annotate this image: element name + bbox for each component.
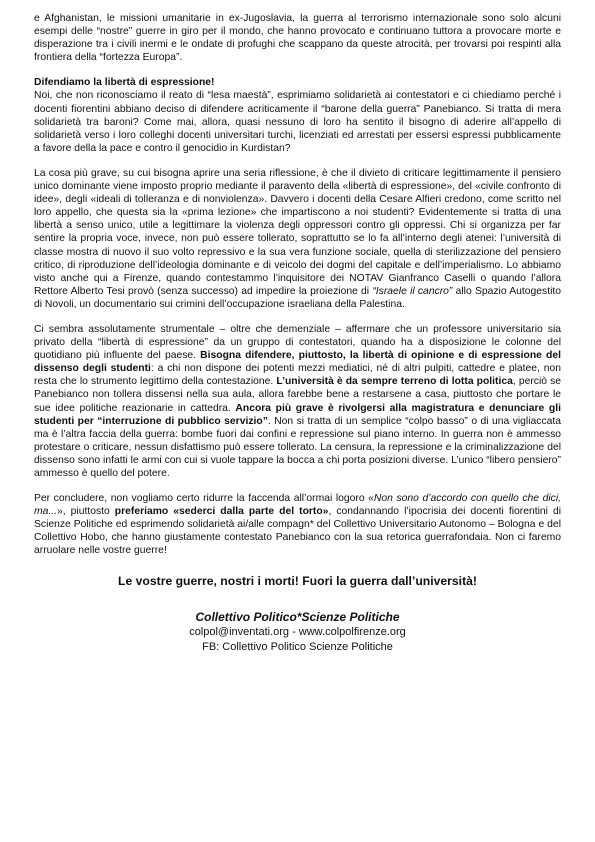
contact-line: colpol@inventati.org - www.colpolfirenze.org <box>189 625 406 638</box>
bold-statement: L’università è da sempre terreno di lotta politica <box>276 376 513 388</box>
text-run: Ci sembra assolutamente strumentale – oltre che demenziale – affermare che un professore universitario sia privato della “libertà di espressione” da un gruppo di contestatori, quando ha a disposizione le colonne del quotidiano più influente del paese. <box>34 323 561 362</box>
facebook-line: FB: Collettivo Politico Scienze Politiche <box>202 640 393 653</box>
text-run: . Non si tratta di un semplice “colpo basso” o di una vigliaccata ma è l’altra faccia della guerra: bombe fuori dai confini e repressione sul piano interno. In guerra non è ammesso protestare o criticare, nessun disfattismo può essere tollerato. La censura, la repressione e la criminalizzazione del dissenso sono infatti le armi con cui si vuole tappare la bocca a chi porta posizioni diverse. L’unico “libero pensiero” ammesso è quello del potere. <box>34 415 561 479</box>
intro-paragraph: e Afghanistan, le missioni umanitarie in ex-Jugoslavia, la guerra al terrorismo internazionale sono solo alcuni esempi delle “nostre” guerre in giro per il mondo, che hanno provocato e continuano tuttora a provocare morte e disperazione tra i civili inermi e le ondate di profughi che scappano da queste atrocità, per trovarsi poi respinti alla frontiera della “fortezza Europa”. <box>34 13 561 64</box>
section-paragraph: Noi, che non riconosciamo il reato di “lesa maestà”, esprimiamo solidarietà ai contestatori e ci chiediamo perché i docenti fiorentini abbiano deciso di difendere acriticamente il “barone della guerra” Panebianco. Si tratta di mera solidarietà tra baroni? Come mai, allora, quasi nessuno di loro ha sentito il bisogno di aderire all’appello di solidarietà verso i loro colleghi docenti universitari turchi, licenziati ed arrestati per essersi espressi pubblicamente a favore della la pace e contro il genocidio in Kurdistan? <box>34 90 561 154</box>
italic-quote: Non sono d’accordo con quello che dici, ma... <box>34 493 561 518</box>
bold-statement: Ancora più grave è rivolgersi alla magistratura e denunciare gli studenti per “interruzione di pubblico servizio” <box>34 402 561 427</box>
paragraph-conclusion <box>34 492 561 557</box>
section-heading: Difendiamo la libertà di espressione! <box>34 77 215 89</box>
paragraph-instrumental <box>34 323 561 480</box>
text-run: La cosa più grave, su cui bisogna aprire una seria riflessione, è che il divieto di criticare legittimamente il pensiero unico dominante viene imposto proprio mediante il paravento della «libertà di espressione», del «civile confronto di idee», degli «ideali di tolleranza e di nonviolenza». Davvero i docenti della Cesare Alfieri credono, come scritto nel loro appello, che questa sia la «prima lezione» che impartiscono a noi studenti? Evidentemente si tratta di una libertà a senso unico, utile a legittimare la violenza degli oppressori contro gli oppressi. Chi si organizza per far sentire la propria voce, invece, non può essere tollerato, soprattutto se lo fa all’interno degli atenei: l’università di classe mostra di nuovo il suo volto repressivo e la sua vera funzione sociale, quella di sterilizzazione del pensiero critico, di riproduzione dell’ideologia dominante e di veicolo dei dogmi del capitale e dell’imperialismo. Lo abbiamo visto anche qui a Firenze, quando contestammo l’inquisitore dei NOTAV Gianfranco Caselli o quando l’allora Rettore Alberto Tesi provò (senza successo) ad impedire la proiezione di <box>34 167 561 297</box>
paragraph-serious-issue <box>34 167 561 311</box>
text-run: , condannando l’ipocrisia dei docenti fiorentini di Scienze Politiche ed esprimendo solidarietà ai/alle compagn* del Collettivo Universitario Autonomo – Bologna e del Collettivo Hobo, che hanno giustamente contestato Panebianco con la sua retorica guerrafondaia. Non ci faremo arruolare nelle vostre guerre! <box>34 506 561 557</box>
text-run: : a chi non dispone dei potenti mezzi mediatici, né di altri pulpiti, cattedre e platee, non resta che lo strumento legittimo della contestazione. <box>34 363 561 388</box>
text-run: allo Spazio Autogestito di Novoli, un documentario sui crimini dell’occupazione israeliana della Palestina. <box>34 285 561 310</box>
bold-statement: preferiamo «sederci dalla parte del torto» <box>114 506 329 518</box>
text-run: Per concludere, non vogliamo certo ridurre la faccenda all’ormai logoro « <box>34 493 374 505</box>
bold-statement: Bisogna difendere, piuttosto, la libertà di opinione e di espressione del dissenso degli studenti <box>34 350 561 375</box>
film-title: “Israele il cancro” <box>372 285 453 297</box>
signature-footer <box>34 609 561 655</box>
section-freedom-of-expression <box>34 76 561 155</box>
closing-slogan: Le vostre guerre, nostri i morti! Fuori la guerra dall’università! <box>118 573 477 588</box>
text-run: , perciò se Panebianco non tollera dissensi nella sua aula, allora farebbe bene a restarsene a casa, piuttosto che portare le sue idee politiche reazionarie in cattedra. <box>34 376 561 414</box>
text-run: », piuttosto <box>57 506 115 518</box>
organization-name: Collettivo Politico*Scienze Politiche <box>195 609 400 624</box>
